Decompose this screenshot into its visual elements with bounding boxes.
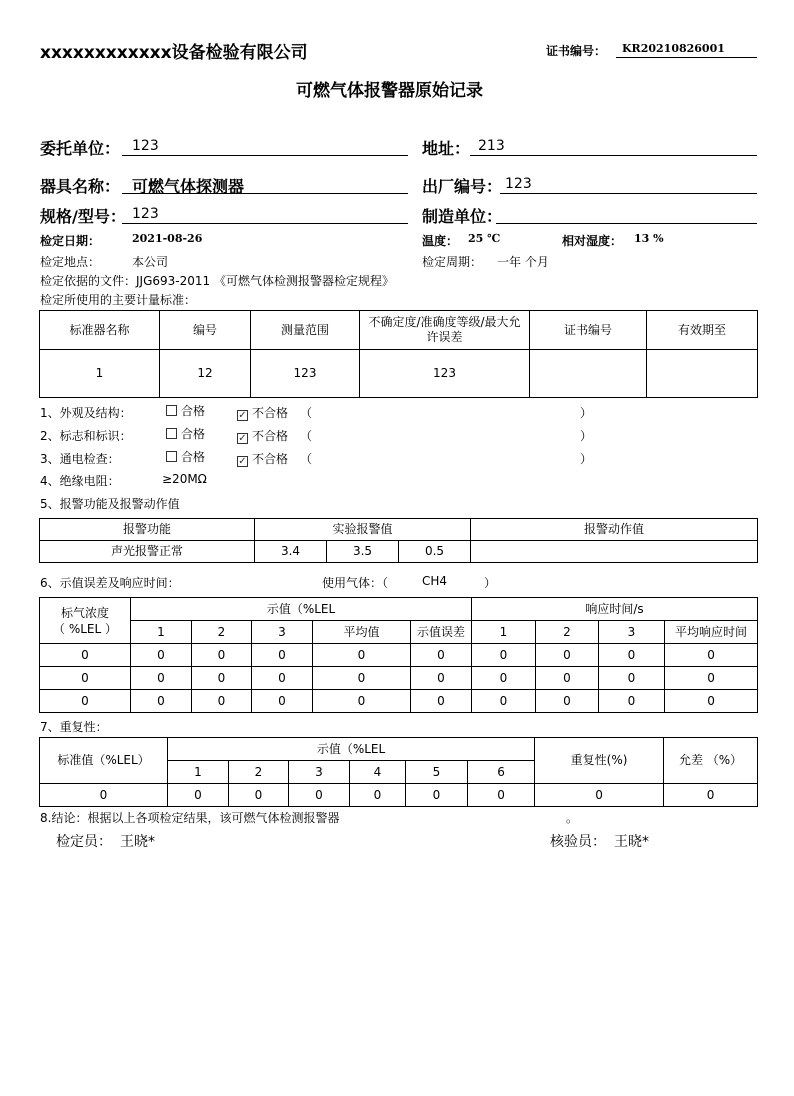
cell: 0	[406, 784, 468, 807]
sub-header: 平均响应时间	[665, 621, 758, 644]
cell: 0	[411, 667, 472, 690]
std-header-name: 标准器名称	[40, 311, 160, 350]
standards-table	[39, 310, 758, 398]
cell: 0	[665, 644, 758, 667]
cell: 0	[192, 644, 252, 667]
sub-header: 平均值	[313, 621, 411, 644]
sub-header: 3	[252, 621, 313, 644]
sub-header: 2	[192, 621, 252, 644]
cell: 0	[289, 784, 350, 807]
standards-label: 检定所使用的主要计量标准：	[40, 293, 197, 307]
sub-header: 2	[536, 621, 599, 644]
cell: 0	[252, 667, 313, 690]
gas-close: ）	[484, 576, 497, 590]
response-table	[39, 597, 758, 713]
humidity-value: 13 %	[634, 232, 664, 245]
cell: 0	[40, 690, 131, 713]
alarm-header-test: 实验报警值	[255, 519, 471, 541]
sub-header: 4	[350, 761, 406, 784]
alarm-test-value: 3.5	[327, 541, 399, 563]
model-label: 规格/型号：	[40, 207, 126, 226]
sub-header: 1	[131, 621, 192, 644]
cell: 0	[536, 644, 599, 667]
inspector-label: 检定员：	[56, 834, 112, 850]
alarm-test-value: 0.5	[399, 541, 471, 563]
tolerance-header: 允差 （%）	[664, 738, 758, 784]
date-label: 检定日期：	[40, 234, 101, 248]
check-label: 2、标志和标识：	[40, 429, 132, 443]
remark-close: ）	[580, 429, 593, 443]
std-cell: 123	[251, 350, 360, 398]
place-label: 检定地点：	[40, 255, 101, 269]
pass-option[interactable]: 合格	[166, 402, 205, 419]
client-label: 委托单位：	[40, 139, 121, 158]
std-header-cert: 证书编号	[530, 311, 647, 350]
sub-header: 3	[289, 761, 350, 784]
serial-underline	[500, 193, 757, 194]
conclusion-text: 8.结论：根据以上各项检定结果，该可燃气体检测报警器	[40, 811, 340, 825]
cell: 0	[313, 644, 411, 667]
temp-value: 25 ℃	[468, 232, 501, 245]
humidity-label: 相对湿度：	[562, 234, 623, 248]
gas-value: CH4	[422, 574, 448, 588]
manufacturer-label: 制造单位：	[422, 207, 503, 226]
cell: 0	[350, 784, 406, 807]
fail-option[interactable]: ✓ 不合格	[238, 406, 289, 421]
alarm-header-action: 报警动作值	[471, 519, 758, 541]
pass-option[interactable]: 合格	[166, 448, 205, 465]
model-underline	[122, 223, 408, 224]
cell: 0	[411, 690, 472, 713]
check-row-power	[40, 450, 600, 466]
std-cell: 1	[40, 350, 160, 398]
table-row	[40, 784, 758, 807]
alarm-action-value	[471, 541, 758, 563]
checkbox-empty-icon[interactable]	[166, 428, 177, 439]
address-label: 地址：	[422, 139, 471, 158]
client-underline	[122, 155, 408, 156]
check-label: 1、外观及结构：	[40, 406, 132, 420]
cell: 0	[472, 644, 536, 667]
fail-option[interactable]: ✓ 不合格	[238, 429, 289, 444]
conclusion-end: 。	[566, 811, 579, 825]
model-value: 123	[132, 206, 159, 222]
indication-header: 示值（%LEL	[131, 598, 472, 621]
cell: 0	[472, 690, 536, 713]
device-value: 可燃气体探测器	[132, 177, 245, 196]
cell: 0	[131, 644, 192, 667]
sub-header: 示值误差	[411, 621, 472, 644]
remark-open: （	[300, 406, 313, 420]
gas-label: 使用气体：（	[322, 576, 389, 590]
remark-close: ）	[580, 452, 593, 466]
repeat-indication-header: 示值（%LEL	[168, 738, 535, 761]
sub-header: 2	[229, 761, 289, 784]
checkbox-empty-icon[interactable]	[166, 451, 177, 462]
table-row	[40, 690, 758, 713]
cell: 0	[535, 784, 664, 807]
reviewer-name: 王晓*	[614, 834, 649, 850]
std-cell	[530, 350, 647, 398]
cert-underline	[616, 57, 757, 58]
cell: 0	[468, 784, 535, 807]
manufacturer-underline	[496, 223, 757, 224]
device-underline	[122, 193, 408, 194]
cell: 0	[665, 667, 758, 690]
std-header-range: 测量范围	[251, 311, 360, 350]
address-value: 213	[478, 138, 505, 154]
checkbox-checked-icon[interactable]: ✓	[238, 410, 247, 421]
fail-option[interactable]: ✓ 不合格	[238, 452, 289, 467]
cell: 0	[40, 784, 168, 807]
cell: 0	[664, 784, 758, 807]
std-cell: 12	[160, 350, 251, 398]
page-title: 可燃气体报警器原始记录	[296, 81, 483, 101]
conc-header: 标气浓度 （ %LEL ）	[40, 598, 131, 644]
cert-number: KR20210826001	[622, 42, 725, 55]
cell: 0	[599, 690, 665, 713]
alarm-header-function: 报警功能	[40, 519, 255, 541]
checkbox-checked-icon[interactable]: ✓	[238, 456, 247, 467]
sub-header: 5	[406, 761, 468, 784]
checkbox-checked-icon[interactable]: ✓	[238, 433, 247, 444]
cell: 0	[665, 690, 758, 713]
cell: 0	[313, 667, 411, 690]
address-underline	[470, 155, 757, 156]
sub-header: 1	[168, 761, 229, 784]
cert-label: 证书编号：	[546, 44, 607, 58]
remark-close: ）	[580, 406, 593, 420]
remark-open: （	[300, 429, 313, 443]
cell: 0	[411, 644, 472, 667]
client-value: 123	[132, 138, 159, 154]
std-cell: 123	[360, 350, 530, 398]
pass-option[interactable]: 合格	[166, 425, 205, 442]
period-value: 一年 个月	[497, 255, 549, 269]
cell: 0	[131, 690, 192, 713]
std-header-uncertainty: 不确定度/准确度等级/最大允许误差	[360, 311, 530, 350]
alarm-function-value: 声光报警正常	[40, 541, 255, 563]
cell: 0	[252, 644, 313, 667]
serial-label: 出厂编号：	[422, 177, 503, 196]
cell: 0	[40, 667, 131, 690]
cell: 0	[229, 784, 289, 807]
table-row	[40, 644, 758, 667]
sub-header: 3	[599, 621, 665, 644]
device-label: 器具名称：	[40, 177, 121, 196]
cell: 0	[599, 667, 665, 690]
sub-header: 1	[472, 621, 536, 644]
place-value: 本公司	[132, 255, 169, 269]
cell: 0	[472, 667, 536, 690]
table-row	[40, 667, 758, 690]
serial-value: 123	[505, 176, 532, 192]
std-cell	[647, 350, 758, 398]
insulation-value: ≥20MΩ	[162, 472, 207, 486]
cell: 0	[40, 644, 131, 667]
cell: 0	[192, 667, 252, 690]
cell: 0	[252, 690, 313, 713]
sub-header: 6	[468, 761, 535, 784]
check-row-appearance	[40, 404, 600, 420]
cell: 0	[536, 690, 599, 713]
checkbox-empty-icon[interactable]	[166, 405, 177, 416]
repeat-section-title: 7、重复性：	[40, 720, 108, 734]
cell: 0	[168, 784, 229, 807]
basis-text: 检定依据的文件：JJG693-2011 《可燃气体检测报警器检定规程》	[40, 274, 394, 288]
inspector-name: 王晓*	[120, 834, 155, 850]
remark-open: （	[300, 452, 313, 466]
date-value: 2021-08-26	[132, 232, 203, 245]
period-label: 检定周期：	[422, 255, 483, 269]
alarm-table	[39, 518, 758, 563]
cell: 0	[313, 690, 411, 713]
reviewer-label: 核验员：	[550, 834, 606, 850]
std-header-number: 编号	[160, 311, 251, 350]
cell: 0	[599, 644, 665, 667]
cell: 0	[131, 667, 192, 690]
alarm-section-title: 5、报警功能及报警动作值	[40, 497, 180, 511]
response-time-header: 响应时间/s	[472, 598, 758, 621]
response-section-title: 6、示值误差及响应时间：	[40, 576, 180, 590]
cell: 0	[192, 690, 252, 713]
check-row-marking	[40, 427, 600, 443]
std-header-expiry: 有效期至	[647, 311, 758, 350]
check-label: 3、通电检查：	[40, 452, 120, 466]
temp-label: 温度：	[422, 234, 459, 248]
insulation-label: 4、绝缘电阻：	[40, 474, 120, 488]
repeat-table	[39, 737, 758, 807]
repeatability-header: 重复性(%)	[535, 738, 664, 784]
company-name: xxxxxxxxxxxx设备检验有限公司	[40, 43, 308, 63]
repeat-std-header: 标准值（%LEL）	[40, 738, 168, 784]
alarm-test-value: 3.4	[255, 541, 327, 563]
cell: 0	[536, 667, 599, 690]
